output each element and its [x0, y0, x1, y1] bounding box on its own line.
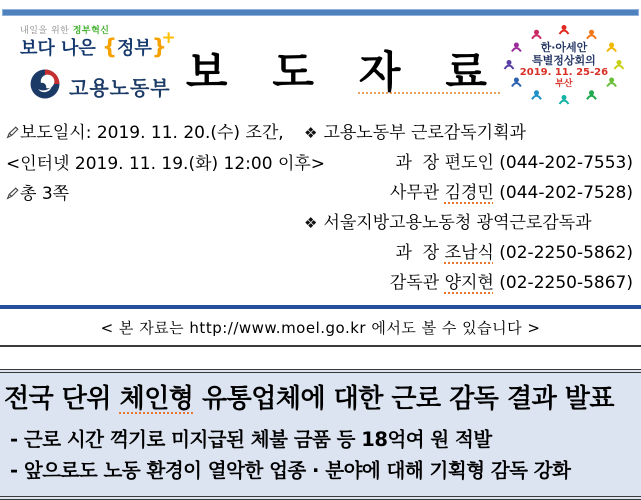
page-count-text: 총 3쪽	[20, 184, 70, 204]
press-title-pre: 보 도	[185, 48, 359, 98]
diamond-bullet-icon: ❖	[304, 214, 318, 232]
person-phone: (02-2250-5862)	[499, 243, 633, 263]
release-date-text: 보도일시: 2019. 11. 20.(수) 조간,	[20, 123, 284, 143]
person-name: 양지현	[444, 273, 494, 293]
dept-name: 서울지방고용노동청 광역근로감독과	[323, 213, 592, 233]
contact-group	[304, 118, 635, 208]
dept-name: 고용노동부 근로감독기획과	[323, 123, 526, 143]
person-phone: (044-202-7528)	[499, 183, 633, 203]
bullet1-post: 미지급된 체불 금품 등 18억여 원 적발	[164, 428, 492, 451]
person-name: 김경민	[444, 183, 494, 203]
summit-logo-column	[502, 23, 635, 112]
brace-close: }	[151, 35, 167, 59]
contact-info	[304, 118, 635, 298]
pencil-icon	[6, 119, 19, 149]
bullet2-post: 감독 강화	[484, 459, 571, 482]
wordmark-left: 보다 나은	[20, 38, 103, 59]
summit-city: 부산	[555, 78, 573, 89]
summit-logo-text	[502, 25, 626, 105]
diamond-bullet-icon: ❖	[304, 124, 318, 142]
page-count-line	[6, 179, 304, 210]
person-role: 과 장	[395, 153, 440, 173]
person-phone: (02-2250-5867)	[499, 273, 633, 293]
info-section	[0, 112, 641, 298]
bullet1-squiggle: 꺽기로	[109, 428, 165, 451]
person-role: 사무관	[389, 183, 440, 203]
person-role: 과 장	[395, 243, 440, 263]
contact-group	[304, 208, 635, 298]
plus-icon: +	[161, 28, 176, 48]
release-date-line	[6, 118, 304, 149]
bullet1-pre: - 근로 시간	[10, 428, 110, 451]
website-notice: < 본 자료는 http://www.moel.go.kr 에서도 볼 수 있습니다 >	[100, 319, 541, 337]
ministry-name: 고용노동부	[69, 75, 171, 100]
bullet-line	[10, 424, 639, 455]
tagline-gray-text: 내일을 위한	[20, 26, 73, 36]
bullet-line	[10, 455, 639, 486]
title-column	[186, 23, 502, 112]
press-release-title	[186, 39, 502, 100]
tagline-green-text: 정부혁신	[72, 26, 110, 36]
contact-person	[304, 148, 635, 178]
brace-open: {	[102, 35, 118, 59]
document-header	[0, 16, 641, 112]
ministry-emblem-icon	[28, 67, 62, 105]
summit-line1: 한·아세안	[540, 40, 588, 54]
pencil-icon	[6, 180, 19, 210]
top-accent-bar	[2, 9, 639, 16]
summit-line2: 특별정상회의	[532, 53, 596, 67]
headline-squiggle: 체인형	[119, 384, 194, 414]
press-title-underlined: 자 료	[358, 48, 502, 98]
person-role: 감독관	[389, 273, 440, 293]
headline-pre: 전국 단위	[4, 384, 120, 414]
asean-summit-logo	[502, 25, 626, 105]
headline-post: 유통업체에 대한 근로 감독 결과 발표	[193, 384, 614, 414]
bullet2-squiggle: 기획형	[429, 459, 485, 482]
contact-person	[304, 268, 635, 298]
contact-person	[304, 178, 635, 208]
person-name: 편도인	[444, 153, 494, 173]
internet-date-text: <인터넷 2019. 11. 19.(화) 12:00 이후>	[6, 154, 326, 174]
release-info	[6, 118, 326, 298]
logo-column	[20, 23, 186, 112]
summit-date: 2019. 11. 25-26	[519, 66, 609, 78]
contact-dept	[304, 118, 635, 148]
person-phone: (044-202-7553)	[499, 153, 633, 173]
headline-bullets	[4, 424, 639, 486]
bullet2-pre: - 앞으로도 노동 환경이 열악한 업종 · 분야에 대해	[10, 459, 430, 482]
contact-person	[304, 238, 635, 268]
contact-dept	[304, 208, 635, 238]
person-name: 조남식	[444, 243, 494, 263]
wordmark-bracket-word: 정부	[117, 38, 152, 59]
headline-box	[0, 369, 641, 500]
gov-innovation-logo	[20, 23, 186, 60]
internet-date-line	[6, 149, 326, 179]
ministry-logo	[28, 67, 186, 105]
headline-title	[4, 378, 639, 415]
thin-divider	[0, 345, 641, 347]
